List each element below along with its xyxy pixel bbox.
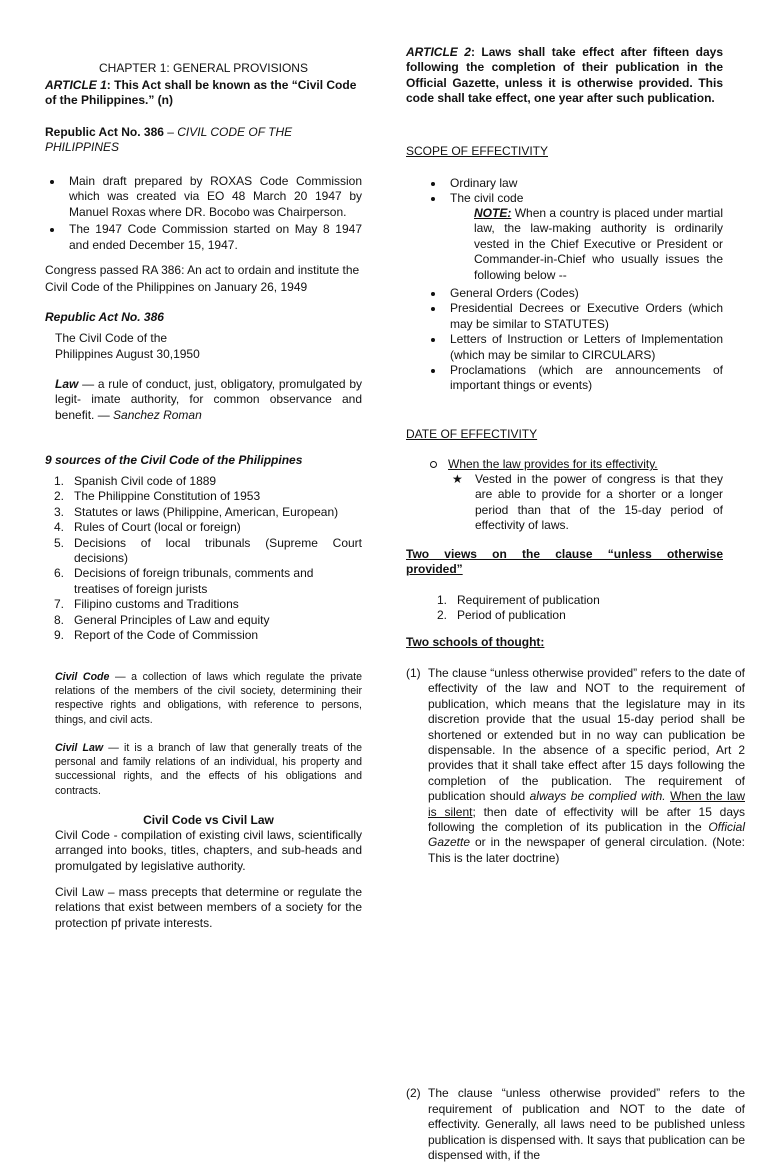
school-1-text-g: or in the newspaper of general circulation. (Note: This is the later doctrine) xyxy=(428,835,745,865)
civil-law-precepts-paragraph: Civil Law – mass precepts that determine or regulate the relations that exist between members of a society for the protection pf private interests. xyxy=(55,885,362,930)
list-item-text: Ordinary law xyxy=(450,176,518,190)
list-item-text: General Principles of Law and equity xyxy=(74,612,270,627)
scope-list xyxy=(426,176,723,207)
date-subitem-text: Vested in the power of congress is that they are able to provide for a shorter or a longer period than that of the 15-day period of effectivity of laws. xyxy=(475,472,723,533)
schools-heading: Two schools of thought: xyxy=(406,635,545,649)
circle-bullet-icon xyxy=(430,461,437,468)
list-item xyxy=(50,628,362,643)
bullet-icon xyxy=(50,228,54,232)
school-2-num: (2) xyxy=(406,1086,421,1101)
article-1-text: : This Act shall be known as the “Civil Code of the Philippines.” (n) xyxy=(45,78,357,108)
list-num: 5. xyxy=(53,535,64,550)
article-2-text: : Laws shall take effect after fifteen days following the completion of their publication in the Official Gazette, unless it is otherwise provided. This code shall take effect, one year after such publication. xyxy=(406,45,723,106)
list-item-text: Report of the Code of Commission xyxy=(74,628,259,643)
bullet-icon xyxy=(431,292,435,296)
date-subitem xyxy=(452,472,723,534)
list-num: 6. xyxy=(53,566,64,581)
right-column xyxy=(406,0,746,1162)
date-item xyxy=(426,457,723,472)
date-heading: DATE OF EFFECTIVITY xyxy=(406,427,538,441)
list-item xyxy=(45,174,362,220)
note-text: When a country is placed under martial law, the law-making authority is ordinarily vested in the Chief Executive or President or Commander-in-Chief who usually issues the following below -- xyxy=(474,206,723,282)
article-1-label: ARTICLE 1 xyxy=(45,78,107,92)
bullet-icon xyxy=(431,338,435,342)
school-1-text-d: When the law is silent xyxy=(428,789,745,819)
school-1-text-a: The clause “unless otherwise provided” refers to the date of effectivity of the law and NOT to the requirement of publication, which means that the legislature may in its discretion provide that the usual 15-day period shall be shortened or extended but in no way can publication be dispensable. In the absence of a specific period, Art 2 provides that it shall take effect after 15 days following the completion of the publication. The requirement of publication should xyxy=(428,666,745,804)
school-2-text: The clause “unless otherwise provided” refers to the requirement of publication and NOT to the date of effectivity. Generally, all laws need to be published unless publication is dispensed with. It says that publication can be dispensed with, if the xyxy=(428,1086,745,1162)
list-item-text: The 1947 Code Commission started on May 8 1947 and ended December 15, 1947. xyxy=(69,222,362,252)
list-num: 3. xyxy=(53,504,64,519)
list-item-text: Requirement of publication xyxy=(457,593,600,607)
ra-386-heading: Republic Act No. 386 xyxy=(45,310,164,324)
list-item xyxy=(426,301,723,332)
martial-law-issuances xyxy=(426,286,723,394)
article-2 xyxy=(406,45,723,107)
bullet-icon xyxy=(431,369,435,373)
star-icon: ★ xyxy=(452,472,463,486)
list-item-text: Proclamations (which are announcements of important things or events) xyxy=(450,363,723,393)
sources-list xyxy=(50,474,362,643)
civil-code-date-line-2: Philippines August 30,1950 xyxy=(55,347,200,361)
law-def-text: — a rule of conduct, just, obligatory, promulgated by legit- imate authority, for common observance and benefit. — xyxy=(55,377,362,422)
ra-386-title xyxy=(45,125,362,156)
code-vs-law-heading: Civil Code vs Civil Law xyxy=(143,813,274,827)
list-item xyxy=(426,191,723,206)
list-num: 1. xyxy=(436,593,447,607)
list-num: 8. xyxy=(53,612,64,627)
list-item xyxy=(433,593,723,608)
list-item-text: General Orders (Codes) xyxy=(450,286,579,300)
list-item xyxy=(50,597,362,612)
school-1-num: (1) xyxy=(406,666,421,680)
list-item xyxy=(45,222,362,253)
list-item-text: Decisions of local tribunals (Supreme Court decisions) xyxy=(74,535,362,566)
school-1-text-b: always be complied with. xyxy=(529,789,666,804)
bullet-icon xyxy=(431,182,435,186)
list-item xyxy=(50,566,362,597)
list-item xyxy=(50,520,362,535)
list-num: 4. xyxy=(53,520,64,535)
date-item-text: When the law provides for its effectivity. xyxy=(448,457,658,471)
civil-code-compilation-paragraph: Civil Code - compilation of existing civil laws, scientifically arranged into books, titles, chapters, and sub-heads and promulgated by legislative authority. xyxy=(55,828,362,873)
ra-386-label: Republic Act No. 386 xyxy=(45,125,164,139)
sources-heading: 9 sources of the Civil Code of the Philippines xyxy=(45,453,303,467)
list-item-text: Rules of Court (local or foreign) xyxy=(74,520,241,535)
list-item xyxy=(50,489,362,504)
list-item-text: Spanish Civil code of 1889 xyxy=(74,474,217,488)
list-item xyxy=(426,332,723,363)
list-num: 1. xyxy=(53,474,64,488)
civil-law-def-text: — it is a branch of law that generally treats of the personal and family relations of an individual, his property and successional rights, and the effects of his obligations and contracts. xyxy=(55,742,363,797)
scope-heading: SCOPE OF EFFECTIVITY xyxy=(406,144,549,158)
article-1 xyxy=(45,78,362,109)
ra-386-name: CIVIL CODE OF THE PHILIPPINES xyxy=(45,125,293,155)
list-num: 9. xyxy=(53,628,64,643)
list-num: 7. xyxy=(53,597,64,612)
list-item-text: Letters of Instruction or Letters of Implementation (which may be similar to CIRCULARS) xyxy=(450,332,723,362)
list-item xyxy=(433,608,723,623)
list-item xyxy=(426,176,723,191)
civil-code-def-text: — a collection of laws which regulate the private relations of the members of the civil society, determining their respective rights and obligations, with reference to persons, things, and civil acts. xyxy=(55,671,362,726)
bullet-icon xyxy=(431,307,435,311)
list-item-text: The Philippine Constitution of 1953 xyxy=(74,489,261,504)
school-1-text-f: Official Gazette xyxy=(428,820,745,850)
list-item xyxy=(50,474,362,489)
list-item-text: Filipino customs and Traditions xyxy=(74,597,239,612)
article-2-label: ARTICLE 2 xyxy=(406,45,471,59)
civil-code-term: Civil Code xyxy=(55,671,110,683)
list-num: 2. xyxy=(53,489,64,504)
list-item xyxy=(50,505,362,520)
school-of-thought-1 xyxy=(406,666,745,866)
law-term: Law xyxy=(55,377,79,391)
congress-paragraph: Congress passed RA 386: An act to ordain and institute the Civil Code of the Philippines on January 26, 1949 xyxy=(45,263,360,294)
list-item xyxy=(50,536,362,567)
law-definition xyxy=(55,377,362,423)
civil-law-term: Civil Law xyxy=(55,742,104,754)
bullet-icon xyxy=(50,180,54,184)
commission-bullets xyxy=(45,174,362,253)
list-num: 2. xyxy=(436,608,447,623)
school-of-thought-2 xyxy=(406,1086,745,1163)
school-1-text-e: ; then date of effectivity will be after 15 days following the completion of its publication in the xyxy=(428,804,746,835)
list-item xyxy=(426,363,723,394)
views-heading: Two views on the clause “unless otherwise provided” xyxy=(406,547,723,577)
list-item xyxy=(50,613,362,628)
bullet-icon xyxy=(431,197,435,201)
list-item-text: Decisions of foreign tribunals, comments and treatises of foreign jurists xyxy=(74,566,314,596)
ra-386-dash: – xyxy=(163,125,178,139)
list-item-text: The civil code xyxy=(450,191,524,206)
civil-code-date-line-1: The Civil Code of the xyxy=(55,331,168,345)
list-item-text: Main draft prepared by ROXAS Code Commission which was created via EO 48 March 20 1947 by Manuel Roxas where DR. Bocobo was Chairperson. xyxy=(69,174,362,219)
civil-law-definition xyxy=(55,741,362,798)
views-list xyxy=(433,593,723,624)
list-item-text: Period of publication xyxy=(457,608,566,623)
list-item-text: Statutes or laws (Philippine, American, European) xyxy=(74,504,339,519)
martial-law-note xyxy=(474,206,723,283)
note-label: NOTE: xyxy=(474,206,512,220)
civil-code-definition xyxy=(55,670,362,727)
chapter-title: CHAPTER 1: GENERAL PROVISIONS xyxy=(99,61,308,75)
list-item xyxy=(426,286,723,301)
list-item-text: Presidential Decrees or Executive Orders (which may be similar to STATUTES) xyxy=(450,301,723,331)
law-source: Sanchez Roman xyxy=(113,407,202,422)
